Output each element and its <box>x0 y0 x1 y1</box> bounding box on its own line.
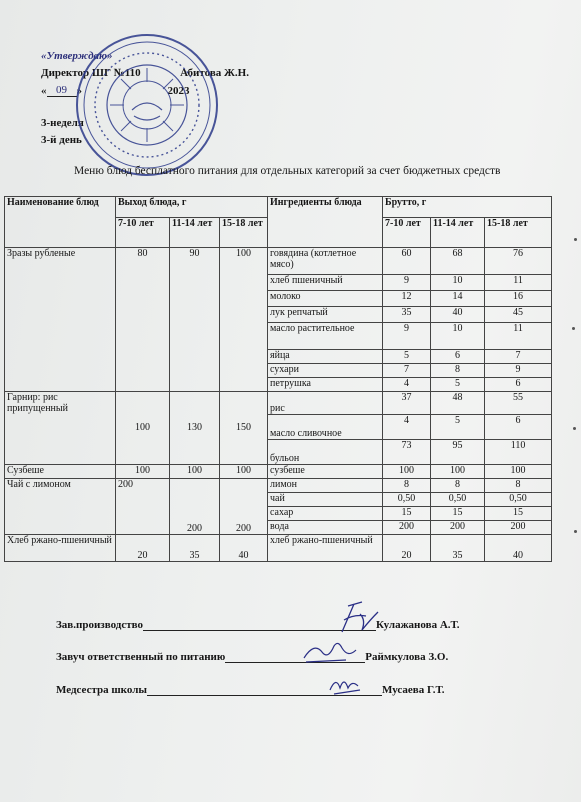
ingredient-name: молоко <box>268 291 383 307</box>
brutto-value: 7 <box>485 350 552 364</box>
header-age: 11-14 лет <box>431 218 485 248</box>
ingredient-name: вода <box>268 521 383 535</box>
brutto-value: 68 <box>431 248 485 275</box>
dish-name: Чай с лимоном <box>5 479 116 535</box>
brutto-value: 15 <box>431 507 485 521</box>
brutto-value: 9 <box>383 275 431 291</box>
header-output: Выход блюда, г <box>116 197 268 218</box>
menu-title: Меню блюд бесплатного питания для отдельных категорий за счет бюджетных средств <box>74 165 501 177</box>
header-age: 15-18 лет <box>220 218 268 248</box>
signature-name: Раймкулова З.О. <box>365 651 449 663</box>
ingredient-name: сахар <box>268 507 383 521</box>
header-age: 11-14 лет <box>170 218 220 248</box>
brutto-value: 15 <box>485 507 552 521</box>
dish-name: Сузбеше <box>5 465 116 479</box>
dish-name: Хлеб ржано-пшеничный <box>5 535 116 562</box>
dish-output: 90 <box>170 248 220 392</box>
dish-output: 40 <box>220 535 268 562</box>
dish-output: 35 <box>170 535 220 562</box>
ingredient-name: петрушка <box>268 378 383 392</box>
brutto-value: 100 <box>485 465 552 479</box>
approval-date: « 09 » 2023 <box>41 84 190 97</box>
brutto-value: 8 <box>431 479 485 493</box>
dish-output: 100 <box>220 465 268 479</box>
brutto-value: 100 <box>383 465 431 479</box>
signature-line <box>56 684 444 696</box>
brutto-value: 8 <box>383 479 431 493</box>
brutto-value: 100 <box>431 465 485 479</box>
director-prefix: Директор ШГ №110 <box>41 67 141 79</box>
brutto-value: 35 <box>431 535 485 562</box>
dish-output: 100 <box>116 392 170 465</box>
scan-dot <box>572 327 575 330</box>
header-age: 7-10 лет <box>116 218 170 248</box>
handwritten-signature <box>330 600 390 640</box>
brutto-value: 55 <box>485 392 552 415</box>
ingredient-name: масло растительное <box>268 323 383 350</box>
official-seal-stamp <box>74 32 220 178</box>
scan-dot <box>574 530 577 533</box>
date-year: 2023 <box>167 85 190 97</box>
brutto-value: 10 <box>431 323 485 350</box>
brutto-value: 40 <box>431 307 485 323</box>
table-row <box>5 248 552 275</box>
brutto-value: 60 <box>383 248 431 275</box>
brutto-value: 9 <box>485 364 552 378</box>
brutto-value: 40 <box>485 535 552 562</box>
table-row <box>5 479 552 493</box>
brutto-value: 11 <box>485 275 552 291</box>
ingredient-name: рис <box>268 392 383 415</box>
dish-output: 200 <box>220 479 268 535</box>
dish-output: 200 <box>116 479 170 535</box>
ingredient-name: масло сливочное <box>268 415 383 440</box>
handwritten-signature <box>300 638 360 666</box>
dish-output: 150 <box>220 392 268 465</box>
brutto-value: 9 <box>383 323 431 350</box>
header-brutto: Брутто, г <box>383 197 552 218</box>
dish-output: 20 <box>116 535 170 562</box>
dish-output: 100 <box>116 465 170 479</box>
signature-role: Зав.производство <box>56 619 143 631</box>
dish-name: Гарнир: рис припущенный <box>5 392 116 465</box>
ingredient-name: говядина (котлетное мясо) <box>268 248 383 275</box>
scan-dot <box>574 238 577 241</box>
brutto-value: 7 <box>383 364 431 378</box>
ingredient-name: хлеб пшеничный <box>268 275 383 291</box>
day-label: 3-й день <box>41 134 82 146</box>
brutto-value: 110 <box>485 440 552 465</box>
scan-dot <box>573 427 576 430</box>
brutto-value: 200 <box>485 521 552 535</box>
signature-line <box>56 619 460 631</box>
brutto-value: 4 <box>383 415 431 440</box>
brutto-value: 15 <box>383 507 431 521</box>
brutto-value: 8 <box>485 479 552 493</box>
table-row <box>5 535 552 562</box>
signature-name: Кулажанова А.Т. <box>375 619 460 631</box>
approved-label: «Утверждаю» <box>41 50 113 62</box>
header-dish: Наименование блюд <box>5 197 116 248</box>
brutto-value: 6 <box>485 378 552 392</box>
signature-line <box>56 651 448 663</box>
director-name: Абитова Ж.Н. <box>180 67 249 79</box>
ingredient-name: бульон <box>268 440 383 465</box>
ingredient-name: яйца <box>268 350 383 364</box>
brutto-value: 0,50 <box>485 493 552 507</box>
brutto-value: 11 <box>485 323 552 350</box>
brutto-value: 95 <box>431 440 485 465</box>
brutto-value: 73 <box>383 440 431 465</box>
brutto-value: 6 <box>431 350 485 364</box>
handwritten-signature <box>326 672 366 698</box>
ingredient-name: сухари <box>268 364 383 378</box>
brutto-value: 45 <box>485 307 552 323</box>
brutto-value: 4 <box>383 378 431 392</box>
table-row <box>5 392 552 415</box>
brutto-value: 76 <box>485 248 552 275</box>
dish-name: Зразы рубленые <box>5 248 116 392</box>
brutto-value: 0,50 <box>383 493 431 507</box>
signature-role: Медсестра школы <box>56 684 147 696</box>
signature-name: Мусаева Г.Т. <box>381 684 445 696</box>
header-age: 15-18 лет <box>485 218 552 248</box>
brutto-value: 16 <box>485 291 552 307</box>
header-ingredients: Ингредиенты блюда <box>268 197 383 248</box>
brutto-value: 35 <box>383 307 431 323</box>
dish-output: 200 <box>170 479 220 535</box>
ingredient-name: лимон <box>268 479 383 493</box>
brutto-value: 10 <box>431 275 485 291</box>
brutto-value: 20 <box>383 535 431 562</box>
dish-output: 100 <box>170 465 220 479</box>
menu-table <box>4 196 552 562</box>
ingredient-name: лук репчатый <box>268 307 383 323</box>
brutto-value: 48 <box>431 392 485 415</box>
signature-role: Завуч ответственный по питанию <box>56 651 226 663</box>
brutto-value: 12 <box>383 291 431 307</box>
date-day: 09 <box>47 84 77 97</box>
brutto-value: 14 <box>431 291 485 307</box>
ingredient-name: хлеб ржано-пшеничный <box>268 535 383 562</box>
ingredient-name: сузбеше <box>268 465 383 479</box>
brutto-value: 8 <box>431 364 485 378</box>
brutto-value: 37 <box>383 392 431 415</box>
brutto-value: 200 <box>383 521 431 535</box>
brutto-value: 5 <box>431 378 485 392</box>
brutto-value: 200 <box>431 521 485 535</box>
dish-output: 130 <box>170 392 220 465</box>
ingredient-name: чай <box>268 493 383 507</box>
brutto-value: 6 <box>485 415 552 440</box>
brutto-value: 0,50 <box>431 493 485 507</box>
week-label: 3-неделя <box>41 117 84 129</box>
dish-output: 100 <box>220 248 268 392</box>
brutto-value: 5 <box>431 415 485 440</box>
dish-output: 80 <box>116 248 170 392</box>
table-row <box>5 465 552 479</box>
header-age: 7-10 лет <box>383 218 431 248</box>
brutto-value: 5 <box>383 350 431 364</box>
